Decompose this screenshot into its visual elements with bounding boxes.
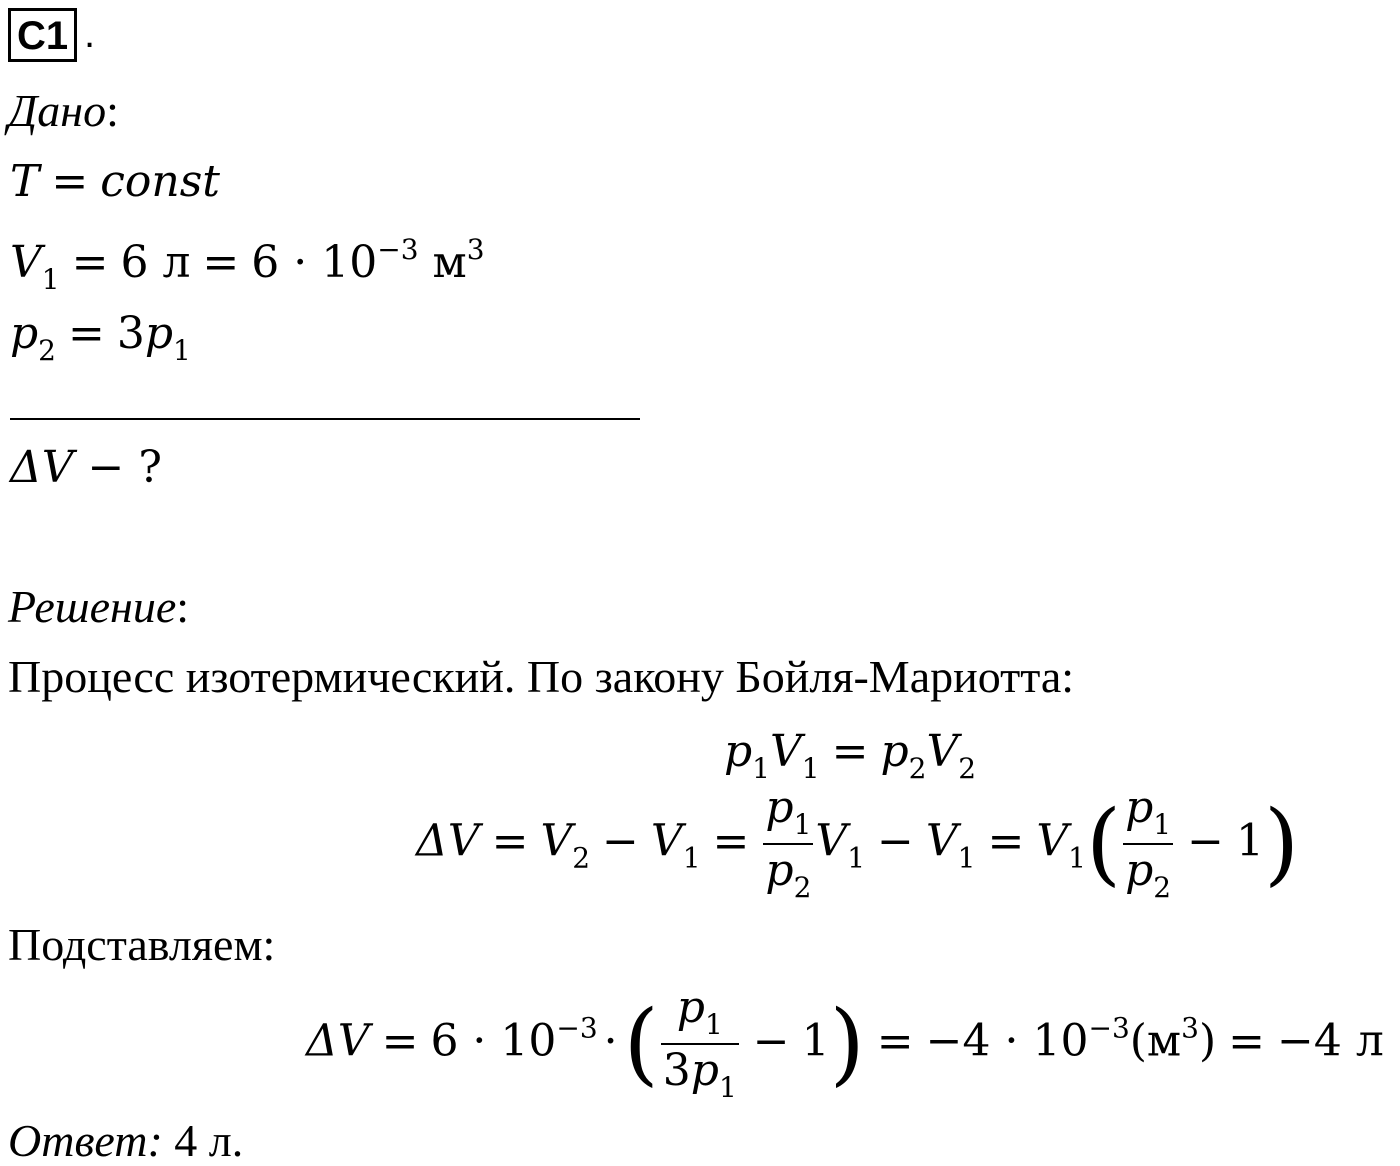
subscript: 1 <box>847 841 866 875</box>
equals-sign: = <box>1228 1015 1266 1067</box>
var-p: p <box>676 982 705 1033</box>
minus-sign: − <box>752 1015 790 1067</box>
equals-sign: = <box>876 1015 914 1067</box>
equals-sign: = <box>712 815 750 867</box>
delta-v-derivation <box>416 782 1300 904</box>
equals-sign: = <box>987 815 1025 867</box>
fraction-p1-p2 <box>1123 782 1173 904</box>
exponent: −3 <box>556 1011 598 1045</box>
var-p: p <box>880 726 909 777</box>
subscript: 1 <box>1068 841 1086 875</box>
left-paren: ( <box>1085 791 1122 896</box>
var-V: V <box>815 815 848 867</box>
subscript: 1 <box>41 263 60 296</box>
close-paren: ) <box>1198 1015 1217 1067</box>
var-p: p <box>144 308 174 359</box>
answer-value: 4 л. <box>162 1115 244 1166</box>
var-p: p <box>1125 845 1154 896</box>
var-V: V <box>1036 815 1069 867</box>
subscript: 1 <box>1153 808 1172 841</box>
var-p: p <box>765 845 794 896</box>
one: 1 <box>801 1015 830 1067</box>
equals-sign: = <box>491 815 529 867</box>
given-line-volume <box>10 233 485 296</box>
var-p: p <box>724 726 753 777</box>
right-paren: ) <box>1263 791 1300 896</box>
multiply-dot: · <box>603 1015 618 1067</box>
var-p: p <box>1125 782 1154 833</box>
given-heading <box>8 85 119 136</box>
var-V: V <box>10 237 42 288</box>
solution-heading <box>8 581 190 632</box>
var-p: p <box>10 308 39 359</box>
solution-colon: : <box>176 581 190 632</box>
var-V: V <box>926 726 959 777</box>
result-liters: −4 л <box>1277 1015 1384 1067</box>
subscript: 1 <box>957 841 976 875</box>
value-liters: 6 л <box>120 237 191 288</box>
minus-sign: − <box>877 815 914 867</box>
one: 1 <box>1235 815 1264 867</box>
find-question: − ? <box>73 442 162 493</box>
exponent: −3 <box>377 233 419 266</box>
subscript: 1 <box>682 841 701 875</box>
subscript: 1 <box>801 752 820 785</box>
unit-exponent: 3 <box>1181 1011 1199 1045</box>
value-scientific: 6 · 10 <box>251 237 378 288</box>
answer-label: Ответ: <box>8 1115 163 1166</box>
equals-sign: = <box>68 308 105 359</box>
equals-sign: = <box>202 237 240 288</box>
minus-sign: − <box>1187 815 1224 867</box>
equals-sign: = <box>71 237 109 288</box>
problem-label <box>8 8 77 62</box>
unit-m: (м <box>1129 1015 1182 1067</box>
var-V: V <box>770 726 802 777</box>
var-p: p <box>690 1045 719 1096</box>
subscript: 2 <box>793 871 812 904</box>
delta-v: ΔV <box>416 815 480 867</box>
subscript: 2 <box>958 752 977 785</box>
equals-sign: = <box>381 1015 419 1067</box>
subscript: 2 <box>1153 871 1172 904</box>
subscript: 1 <box>704 1008 723 1041</box>
unit-m: м <box>432 237 467 288</box>
var-V: V <box>925 815 958 867</box>
subscript: 2 <box>572 841 591 875</box>
fraction-p1-p2 <box>763 782 813 904</box>
answer-line <box>8 1115 244 1166</box>
subscript: 1 <box>752 752 770 785</box>
given-divider <box>10 418 640 420</box>
boyle-mariotte-equation <box>724 726 977 785</box>
minus-sign: − <box>602 815 639 867</box>
given-heading-text: Дано <box>8 85 107 136</box>
solution-intro: Процесс изотермический. По закону Бойля-Мариотта: <box>8 651 1075 702</box>
subscript: 2 <box>38 334 56 367</box>
var-V: V <box>540 815 573 867</box>
unit-exponent: 3 <box>466 233 485 266</box>
fraction-p1-3p1 <box>661 982 739 1104</box>
var-T: T <box>10 156 40 207</box>
const-text: const <box>100 156 220 207</box>
delta-v: ΔV <box>306 1015 370 1067</box>
left-paren: ( <box>623 991 659 1096</box>
problem-id: C1 <box>17 14 69 58</box>
result-scientific: −4 · 10 <box>925 1015 1089 1067</box>
subscript: 1 <box>793 808 812 841</box>
equals-sign: = <box>831 726 869 777</box>
right-paren: ) <box>829 991 865 1096</box>
var-p: p <box>765 782 794 833</box>
given-line-temperature <box>10 156 220 207</box>
delta-v: ΔV <box>10 442 74 493</box>
problem-label-dot: . <box>84 12 96 56</box>
exponent: −3 <box>1088 1011 1130 1045</box>
equals-sign: = <box>51 156 89 207</box>
given-colon: : <box>106 85 119 136</box>
subscript: 1 <box>173 334 191 367</box>
value-scientific: 6 · 10 <box>430 1015 557 1067</box>
subscript: 1 <box>718 1071 737 1104</box>
coefficient: 3 <box>662 1045 691 1096</box>
substitute-text: Подставляем: <box>8 919 276 970</box>
var-V: V <box>650 815 683 867</box>
given-line-pressure <box>10 308 191 367</box>
numeric-substitution <box>306 982 1384 1104</box>
coefficient: 3 <box>116 308 145 359</box>
subscript: 2 <box>908 752 927 785</box>
solution-heading-text: Решение <box>8 581 177 632</box>
find-line <box>10 442 162 493</box>
